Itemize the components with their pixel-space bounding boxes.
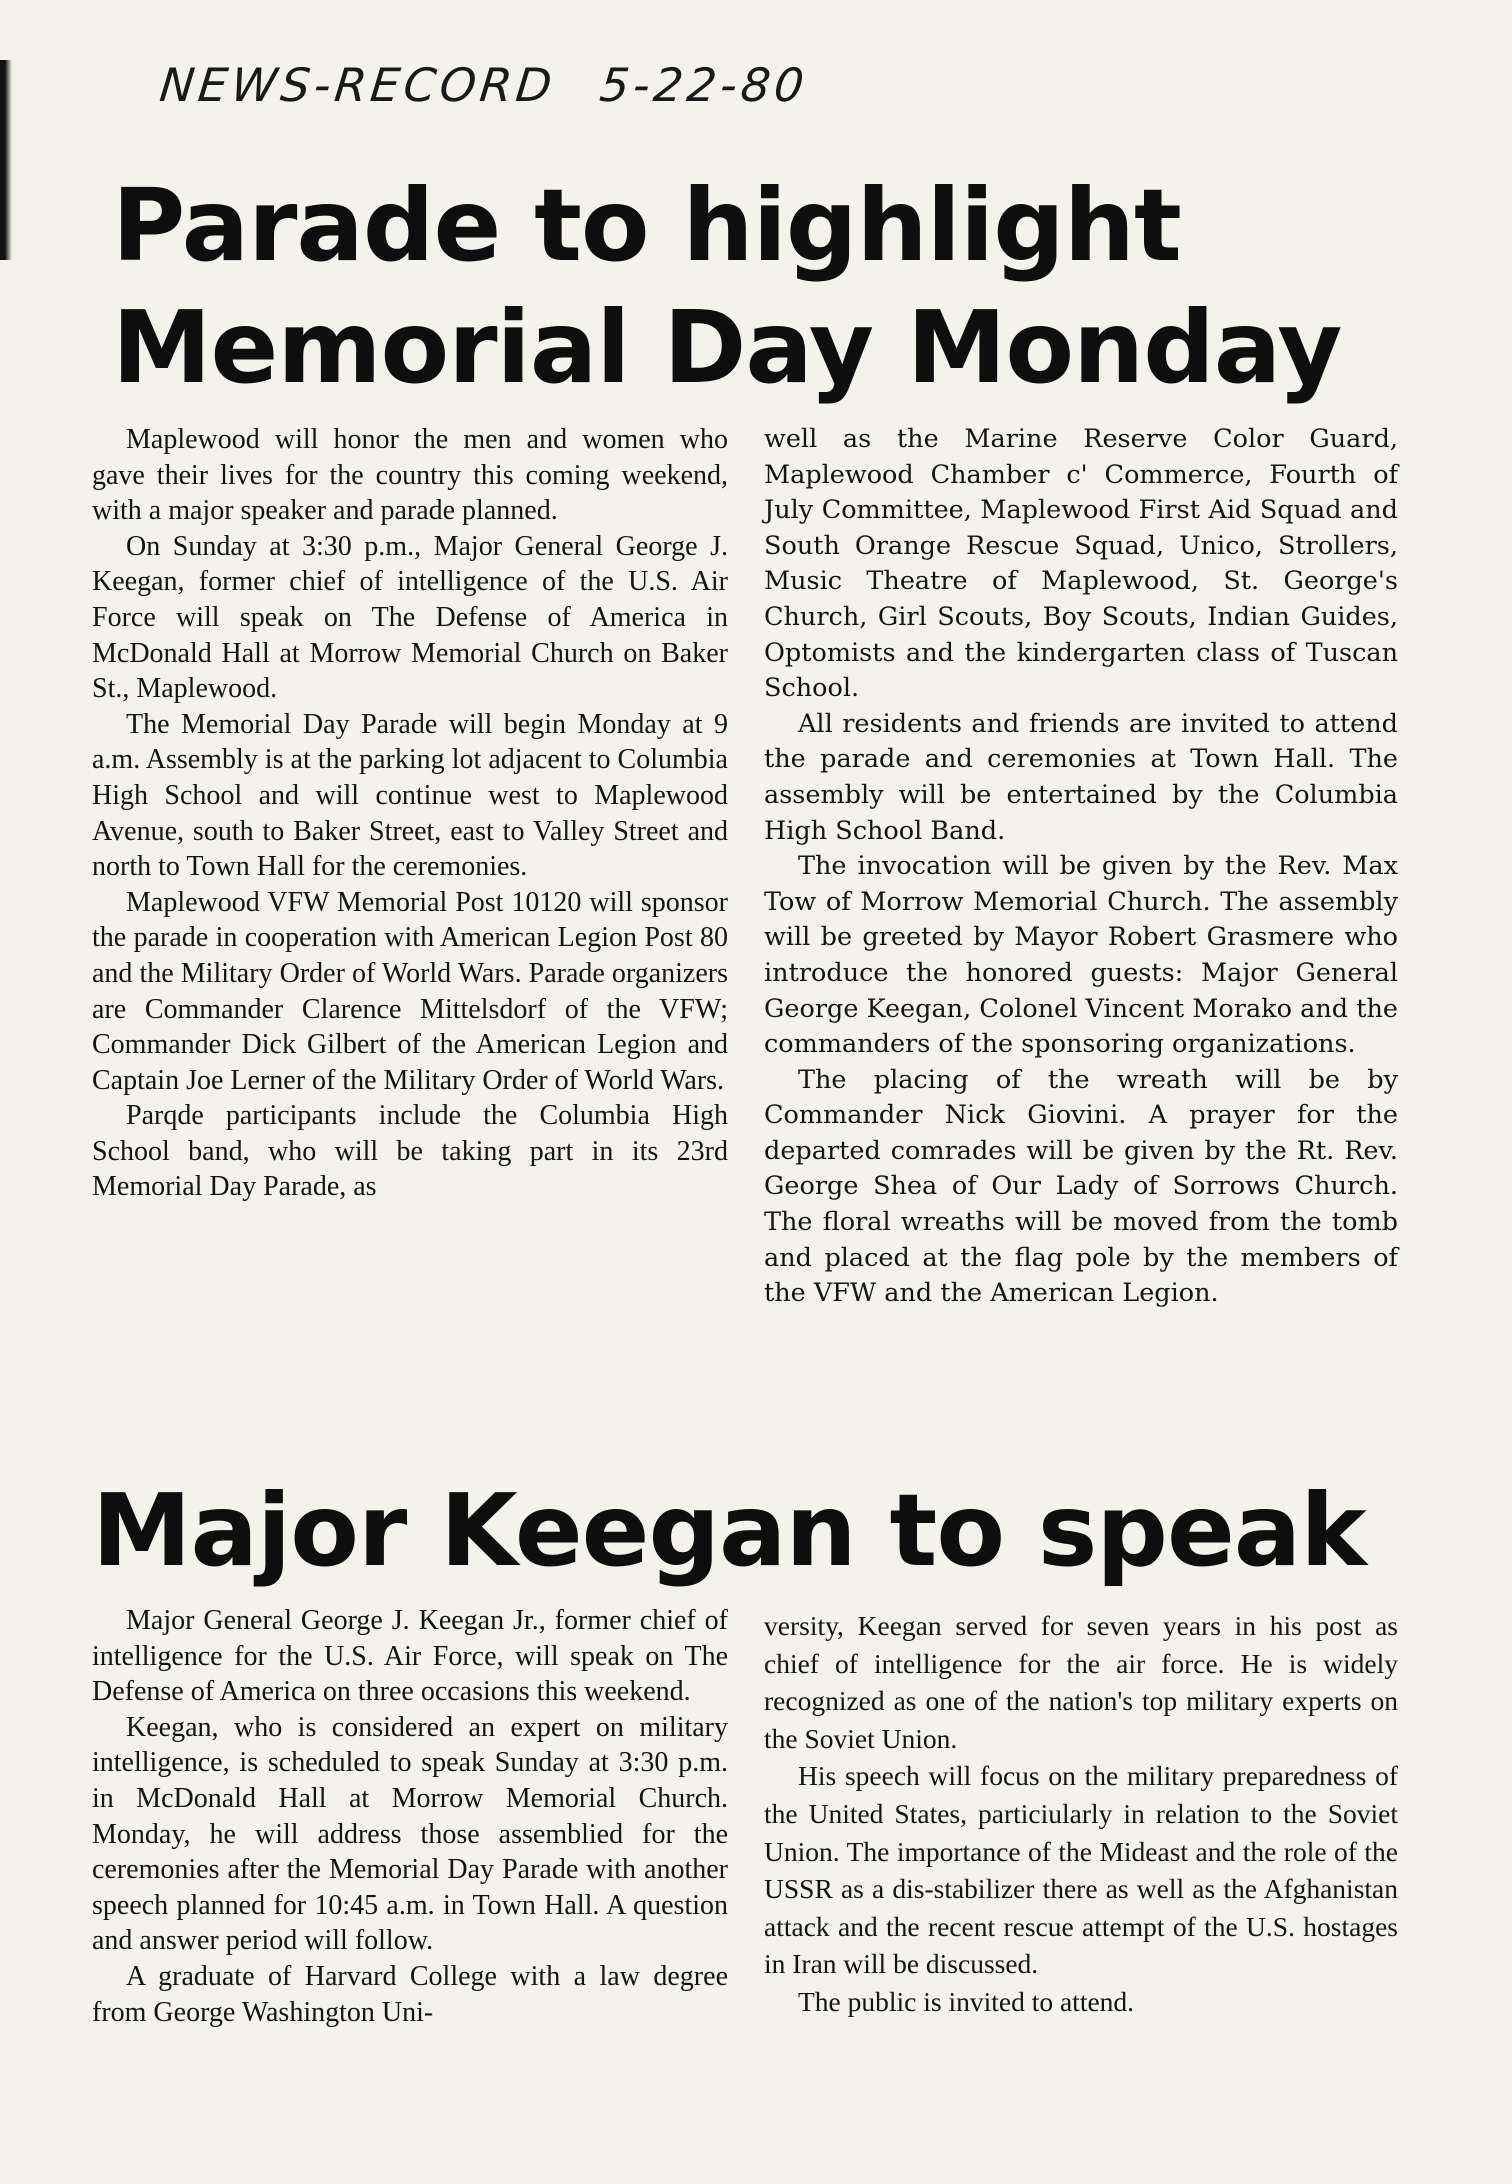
article2-paragraph: Keegan, who is considered an expert on military intelligence, is scheduled to speak Sunday at 3:30 p.m. in McDonald Hall at Morrow Memorial Church. Monday, he will address those assemblied for the ceremonies after the Memorial Day Parade with another speech planned for 10:45 a.m. in Town Hall. A question and answer period will follow. [92, 1711, 728, 1957]
article2-column2 [764, 1607, 1398, 2021]
article2-paragraph: His speech will focus on the military preparedness of the United States, particiularly in relation to the Soviet Union. The importance of the Mideast and the role of the USSR as a dis-stabilizer there as well as the Afghanistan attack and the recent rescue attempt of the U.S. hostages in Iran will be discussed. [764, 1760, 1398, 1980]
article2-column1 [92, 1603, 728, 2030]
article1-headline-line2: Memorial Day Monday [112, 289, 1342, 406]
handwritten-publication-note: NEWS-RECORD [157, 58, 559, 112]
page-edge-shadow [0, 60, 12, 260]
article1-paragraph: Parqde participants include the Columbia High School band, who will be taking part in its 23rd Memorial Day Parade, as [92, 1100, 728, 1203]
article2-paragraph: A graduate of Harvard College with a law degree from George Washington Uni- [92, 1960, 728, 2028]
article2-paragraph: versity, Keegan served for seven years in his post as chief of intelligence for the air force. He is widely recognized as one of the nation's top military experts on the Soviet Union. [764, 1610, 1398, 1754]
article2-headline: Major Keegan to speak [92, 1472, 1366, 1589]
article1-column2 [764, 422, 1398, 1312]
article1-paragraph: On Sunday at 3:30 p.m., Major General George J. Keegan, former chief of intelligence of the U.S. Air Force will speak on The Defense of America in McDonald Hall at Morrow Memorial Church on Baker St., Maplewood. [92, 530, 728, 705]
article1-headline [112, 165, 1412, 409]
article2-paragraph: The public is invited to attend. [798, 1985, 1135, 2017]
handwritten-date-note: 5-22-80 [597, 58, 811, 112]
article1-paragraph: well as the Marine Reserve Color Guard, Maplewood Chamber c' Commerce, Fourth of July Committee, Maplewood First Aid Squad and South Orange Rescue Squad, Unico, Strollers, Music Theatre of Maplewood, St. George's Church, Girl Scouts, Boy Scouts, Indian Guides, Optomists and the kindergarten class of Tuscan School. [764, 424, 1398, 704]
article2-paragraph: Major General George J. Keegan Jr., former chief of intelligence for the U.S. Air Force, will speak on The Defense of America on three occasions this weekend. [92, 1605, 728, 1708]
article1-paragraph: Maplewood will honor the men and women who gave their lives for the country this coming weekend, with a major speaker and parade planned. [92, 424, 728, 527]
article1-paragraph: The Memorial Day Parade will begin Monday at 9 a.m. Assembly is at the parking lot adjacent to Columbia High School and will continue west to Maplewood Avenue, south to Baker Street, east to Valley Street and north to Town Hall for the ceremonies. [92, 708, 728, 883]
article1-paragraph: The placing of the wreath will be by Commander Nick Giovini. A prayer for the departed comrades will be given by the Rt. Rev. George Shea of Our Lady of Sorrows Church. The floral wreaths will be moved from the tomb and placed at the flag pole by the members of the VFW and the American Legion. [764, 1064, 1398, 1309]
article1-paragraph: All residents and friends are invited to attend the parade and ceremonies at Town Hall. The assembly will be entertained by the Columbia High School Band. [764, 708, 1398, 846]
article1-paragraph: The invocation will be given by the Rev. Max Tow of Morrow Memorial Church. The assembly will be greeted by Mayor Robert Grasmere who introduce the honored guests: Major General George Keegan, Colonel Vincent Morako and the commanders of the sponsoring organizations. [764, 851, 1398, 1060]
article1-headline-line1: Parade to highlight [112, 167, 1181, 284]
article1-column1 [92, 422, 728, 1205]
article1-paragraph: Maplewood VFW Memorial Post 10120 will sponsor the parade in cooperation with American Legion Post 80 and the Military Order of World Wars. Parade organizers are Commander Clarence Mittelsdorf of the VFW; Commander Dick Gilbert of the American Legion and Captain Joe Lerner of the Military Order of World Wars. [92, 886, 728, 1096]
